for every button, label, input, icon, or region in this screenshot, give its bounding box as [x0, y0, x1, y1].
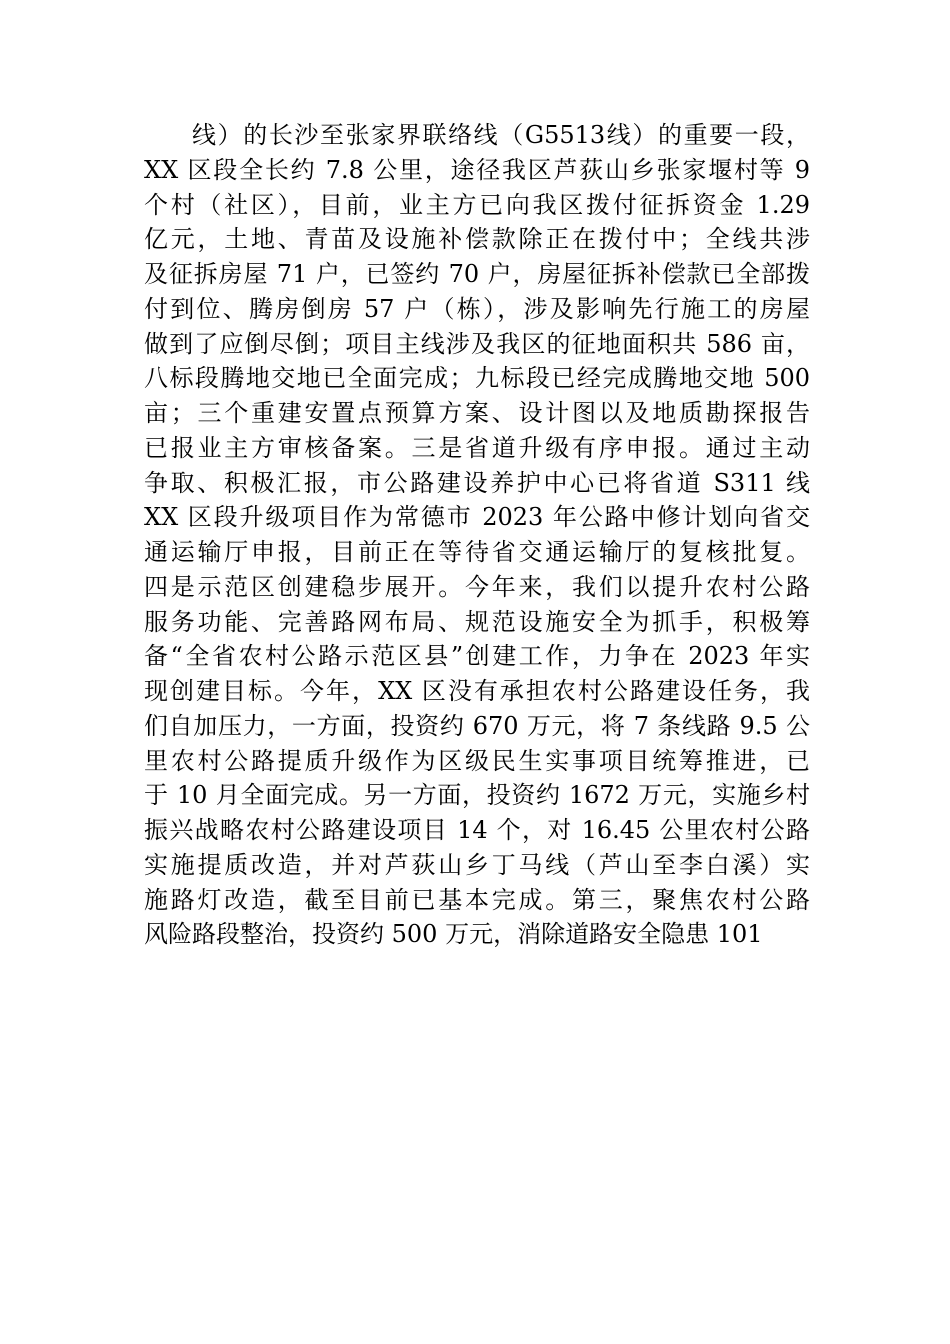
body-paragraph: [144, 118, 810, 952]
text-line-21: 振兴战略农村公路建设项目 14 个，对 16.45 公里农村公路: [144, 816, 810, 844]
text-line-18: 们自加压力，一方面，投资约 670 万元，将 7 条线路 9.5 公: [144, 711, 810, 740]
text-line-5: 及征拆房屋 71 户，已签约 70 户，房屋征拆补偿款已全部拨: [144, 260, 810, 288]
text-line-14: 四是示范区创建稳步展开。今年来，我们以提升农村公路: [144, 572, 810, 601]
text-line-19: 里农村公路提质升级作为区级民生实事项目统筹推进，已: [144, 746, 810, 775]
text-line-22: 实施提质改造，并对芦荻山乡丁马线（芦山至李白溪）实: [144, 850, 810, 879]
text-line-13: 通运输厅申报，目前正在等待省交通运输厅的复核批复。: [144, 538, 810, 566]
text-line-12: XX 区段升级项目作为常德市 2023 年公路中修计划向省交: [144, 503, 810, 532]
text-line-4: 亿元，土地、青苗及设施补偿款除正在拨付中；全线共涉: [144, 225, 810, 254]
text-line-23: 施路灯改造，截至目前已基本完成。第三，聚焦农村公路: [144, 885, 810, 914]
text-line-24: 风险路段整治，投资约 500 万元，消除道路安全隐患 101: [144, 920, 763, 949]
text-line-16: 备“全省农村公路示范区县”创建工作，力争在 2023 年实: [144, 642, 810, 671]
text-line-2: XX 区段全长约 7.8 公里，途径我区芦荻山乡张家堰村等 9: [144, 155, 810, 184]
text-line-10: 已报业主方审核备案。三是省道升级有序申报。通过主动: [144, 433, 810, 462]
text-line-1: 线）的长沙至张家界联络线（G5513线）的重要一段，: [192, 121, 810, 149]
text-line-9: 亩；三个重建安置点预算方案、设计图以及地质勘探报告: [144, 399, 810, 427]
text-line-17: 现创建目标。今年，XX 区没有承担农村公路建设任务，我: [144, 677, 810, 705]
text-line-11: 争取、积极汇报，市公路建设养护中心已将省道 S311 线: [144, 468, 810, 497]
text-line-3: 个村（社区），目前，业主方已向我区拨付征拆资金 1.29: [144, 190, 810, 219]
text-line-8: 八标段腾地交地已全面完成；九标段已经完成腾地交地 500: [144, 364, 810, 393]
text-line-7: 做到了应倒尽倒；项目主线涉及我区的征地面积共 586 亩，: [144, 329, 810, 358]
text-line-20: 于 10 月全面完成。另一方面，投资约 1672 万元，实施乡村: [144, 781, 810, 810]
text-line-6: 付到位、腾房倒房 57 户（栋），涉及影响先行施工的房屋: [144, 294, 810, 323]
text-line-15: 服务功能、完善路网布局、规范设施安全为抓手，积极筹: [144, 607, 810, 636]
